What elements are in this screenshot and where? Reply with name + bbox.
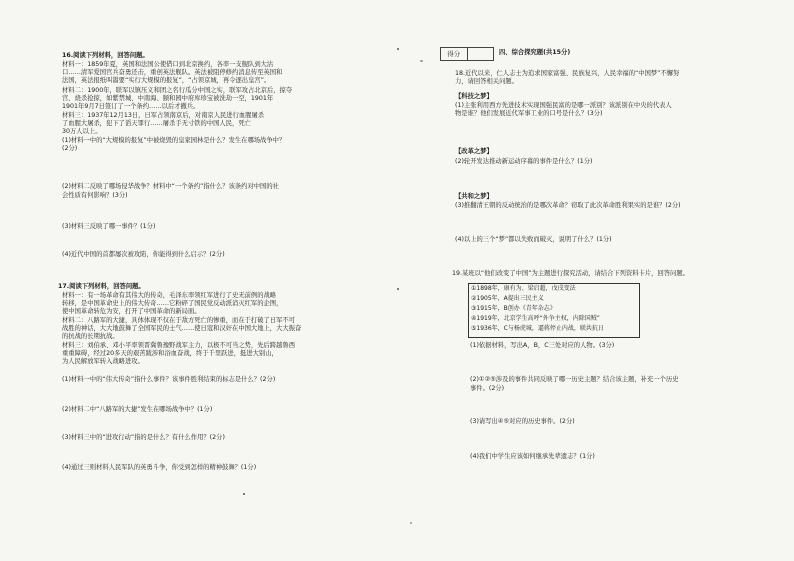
q17-intro: 17.阅读下列材料，回答问题。	[58, 283, 145, 290]
q16-question-4: (4)近代中国的首都屡次被攻陷，你能得到什么启示？(2分)	[62, 251, 225, 258]
q18-question-1-cont: 物是谁？他们发展近代军事工业的口号是什么？(3分)	[455, 110, 603, 117]
q19-question-4: (4)我们中学生应该如何继承先辈遗志？(1分)	[470, 453, 595, 460]
q16-material-3-line: 材料三：1937年12月13日，日军占领南京后，对南京人民进行血腥屠杀	[62, 112, 265, 119]
reform-dream-title: 【改革之梦】	[455, 148, 493, 155]
q16-question-1-points: (2分)	[62, 145, 78, 152]
binding-mark	[397, 288, 399, 290]
q16-material-2-line: 材料二：1900年，联军以镇压义和团之名行瓜分中国之实，联军攻占北京后，掠夺	[62, 87, 293, 94]
q17-question-4: (4)通过三则材料人民军队的英勇斗争，你受到怎样的精神鼓舞？(1分)	[62, 464, 257, 471]
binding-mark	[397, 48, 399, 50]
card-row: ⑤1936年，C与杨虎城，逼蒋停止内战，联共抗日	[471, 325, 604, 332]
q16-material-3-line: 了血腥大屠杀，犯下了滔天罪行……屠杀手无寸铁的中国人民，死亡	[62, 120, 251, 127]
q17-material-3-line: 材料三：刘伯承、邓小平率领晋冀鲁豫野战军主力，以极不可当之势，先后跨越鲁西	[62, 342, 295, 349]
q18-question-1: (1)主张利用西方先进技术实现国强民富的是哪一派别？该派别在中央的代表人	[455, 102, 672, 109]
q18-question-2: (2)轮开发达推动新运动序幕的事件是什么？(1分)	[455, 158, 593, 165]
q19-question-1: (1)依据材料，写出A，B，C三处对应的人物。(3分)	[470, 342, 615, 349]
score-label: 得分	[441, 48, 468, 60]
card-row: ④1919年，北京学生高呼“外争主权，内除国贼”	[471, 315, 600, 322]
q17-material-1-line: 转移，是中国革命史上的伟大传奇……它粉碎了国民党反动派消灭红军的企图，	[62, 300, 283, 307]
q16-material-2-line: 宫、烧杀抢掠，如紫禁城、中南海、颐和园中府库珍宝被洗劫一空，1901年	[62, 95, 274, 102]
q17-material-2-line: 战胜的神话，大大地鼓舞了全国军民的士气……使日寇和汉奸在中国大地上，大大振奋	[62, 325, 302, 332]
q18-question-3: (3)推翻清王朝的反动统治的是哪次革命？窃取了此次革命胜利果实的是谁？(2分)	[455, 202, 681, 209]
q19-question-2-cont: 事件。(2分)	[470, 385, 505, 392]
q16-question-1: (1)材料一中的“大规模的报复”中被烧毁的皇家园林是什么？发生在哪场战争中？	[62, 137, 286, 144]
q17-question-3: (3)材料三中的“进攻行动”指的是什么？有什么作用？(2分)	[62, 434, 225, 441]
q16-intro: 16.阅读下列材料，回答问题。	[62, 52, 149, 59]
card-row: ③1915年，B创办《青年杂志》	[471, 305, 556, 312]
score-blank	[468, 48, 494, 60]
q19-question-3: (3)请写出④⑤对应的历史事件。(2分)	[470, 418, 575, 425]
q16-question-2: (2)材料二反映了哪场侵华战争？材料中“一个条约”指什么？该条约对中国的社	[62, 183, 279, 190]
q18-intro-cont: 力，请回答相关问题。	[455, 78, 518, 85]
q16-question-3: (3)材料三反映了哪一事件？(1分)	[62, 223, 156, 230]
q17-question-1: (1)材料一中的“伟大传奇”指什么事件？该事件胜利结束的标志是什么？(2分)	[62, 376, 276, 383]
q19-intro: 19.某班以“他们改变了中国”为主题进行探究活动，请结合下列资料卡片，回答问题。	[452, 270, 689, 277]
q17-material-1-line: 材料一：有一场革命有其伟大的传奇，毛泽东率领红军进行了史无前例的战略	[62, 292, 277, 299]
scan-speck	[243, 493, 245, 495]
q16-question-2-cont: 会性质有何影响？(3分)	[62, 192, 128, 199]
section-title: 四、综合探究题(共15分)	[499, 49, 571, 56]
q17-material-3-line: 为人民解放军转入战略进攻。	[62, 358, 144, 365]
q16-material-2-line: 1901年9月7日签订了一个条约……以后才撤兵。	[62, 103, 200, 110]
scan-speck	[410, 522, 412, 524]
tech-dream-title: 【科技之梦】	[455, 93, 493, 100]
q17-material-2-line: 的抗战的长期抗战。	[62, 333, 119, 340]
q17-material-3-line: 重重障碍，经过20多天的艰苦跋涉和浴血奋战，终于千里跃进，挺进大别山，	[62, 350, 278, 357]
q16-material-3-line: 30万人以上。	[62, 128, 102, 135]
card-row: ①1898年，康有为、梁启超，戊戌变法	[471, 285, 576, 292]
q19-question-2: (2)①②⑤涉及的事件共同反映了哪一历史主题？结合该主题，补充一个历史	[470, 376, 679, 383]
q18-question-4: (4)以上的三个“梦”都以失败而破灭，说明了什么？(1分)	[455, 236, 612, 243]
scan-speck	[420, 60, 423, 62]
q16-material-1-line: 材料一：1859年夏，英国和法国公使借口到北京换约，各率一支舰队到大沽	[62, 61, 274, 68]
score-box	[440, 47, 494, 61]
q16-material-1-line: 法国，英法报纸叫嚣要“实行大规模的报复”，“占领京城，再令逐出皇宫”。	[62, 77, 271, 84]
q17-question-2: (2)材料二中“八路军的大捷”发生在哪场战争中？(1分)	[62, 406, 213, 413]
q17-material-1-line: 使中国革命转危为安，打开了中国革命的新局面。	[62, 308, 201, 315]
q18-intro: 18.近代以来，仁人志士为追求国家富强、民族复兴，人民幸福的“中国梦”不懈努	[455, 70, 680, 77]
card-row: ②1905年，A提出三民主义	[471, 295, 544, 302]
republic-dream-title: 【共和之梦】	[455, 193, 493, 200]
q17-material-2-line: 材料二：八路军的大捷，具体体现不仅在于敌方死亡的惨重，而在于打破了日军不可	[62, 317, 295, 324]
material-card	[468, 283, 640, 338]
q16-material-1-line: 口……清军爱国官兵奋勇还击，重创英法舰队。英法被阻停修约消息传至英国和	[62, 69, 283, 76]
